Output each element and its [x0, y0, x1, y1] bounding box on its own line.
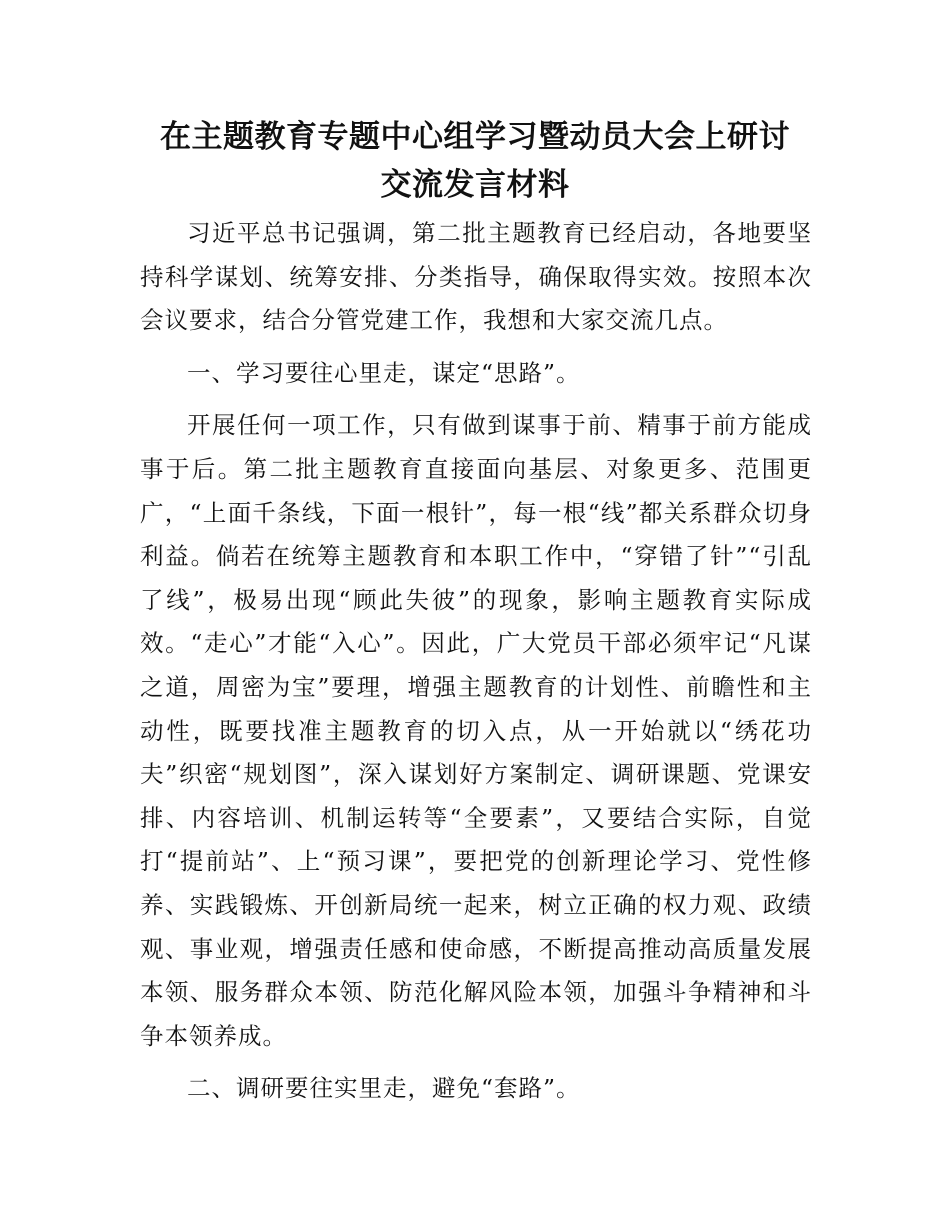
- document-body: [140, 212, 812, 1111]
- title-line-1: 在主题教育专题中心组学习暨动员大会上研讨: [160, 119, 790, 155]
- intro-paragraph: 习近平总书记强调，第二批主题教育已经启动，各地要坚持科学谋划、统筹安排、分类指导，确保取得实效。按照本次会议要求，结合分管党建工作，我想和大家交流几点。: [140, 219, 812, 335]
- section-heading-1: 一、学习要往心里走，谋定“思路”。: [187, 358, 581, 387]
- document-title: [120, 113, 830, 209]
- section-heading-2: 二、调研要往实里走，避免“套路”。: [187, 1074, 581, 1103]
- section-1-paragraph: 开展任何一项工作，只有做到谋事于前、精事于前方能成事于后。第二批主题教育直接面向基层、对象更多、范围更广，“上面千条线，下面一根针”，每一根“线”都关系群众切身利益。倘若在统筹主题教育和本职工作中，“穿错了针”“引乱了线”，极易出现“顾此失彼”的现象，影响主题教育实际成效。“走心”才能“入心”。因此，广大党员干部必须牢记“凡谋之道，周密为宝”要理，增强主题教育的计划性、前瞻性和主动性，既要找准主题教育的切入点，从一开始就以“绣花功夫”织密“规划图”，深入谋划好方案制定、调研课题、党课安排、内容培训、机制运转等“全要素”，又要结合实际，自觉打“提前站”、上“预习课”，要把党的创新理论学习、党性修养、实践锻炼、开创新局统一起来，树立正确的权力观、政绩观、事业观，增强责任感和使命感，不断提高推动高质量发展本领、服务群众本领、防范化解风险本领，加强斗争精神和斗争本领养成。: [140, 411, 812, 1050]
- title-line-2: 交流发言材料: [380, 167, 570, 203]
